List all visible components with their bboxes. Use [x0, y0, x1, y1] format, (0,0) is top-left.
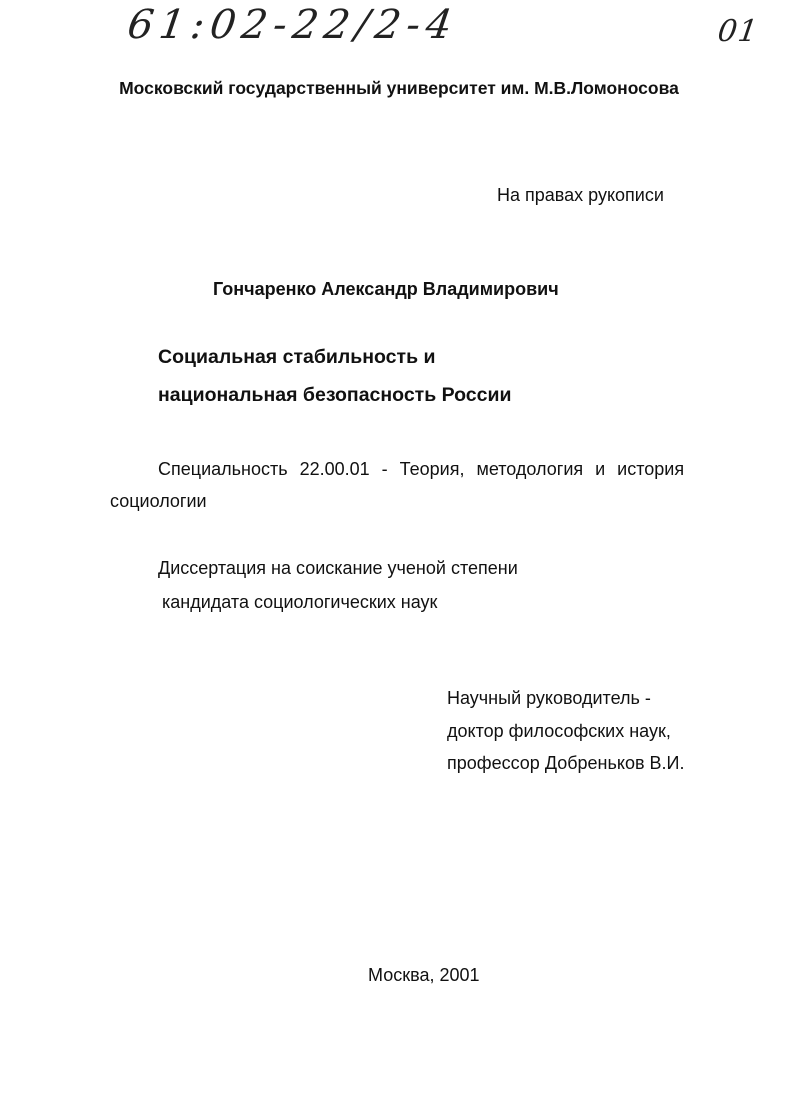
handwritten-mark: 01: [715, 14, 761, 49]
rights-note: На правах рукописи: [497, 185, 664, 205]
specialty-line-2: социологии: [110, 491, 207, 511]
supervisor-line-2: доктор философских наук,: [447, 721, 671, 741]
university-name: Московский государственный университет им. М.В.Ломоносова: [119, 78, 679, 98]
handwritten-code: 61:02-22/2-4: [124, 2, 461, 48]
dissertation-line-2: кандидата социологических наук: [162, 592, 438, 612]
dissertation-line-1: Диссертация на соискание ученой степени: [158, 558, 518, 578]
title-line-2: национальная безопасность России: [158, 384, 512, 406]
title-line-1: Социальная стабильность и: [158, 346, 436, 368]
specialty-line-1: Специальность 22.00.01 - Теория, методология и история: [158, 459, 685, 479]
author-name: Гончаренко Александр Владимирович: [213, 279, 559, 299]
supervisor-line-1: Научный руководитель -: [447, 688, 651, 708]
place-year: Москва, 2001: [368, 965, 480, 985]
supervisor-line-3: профессор Добреньков В.И.: [447, 753, 685, 773]
